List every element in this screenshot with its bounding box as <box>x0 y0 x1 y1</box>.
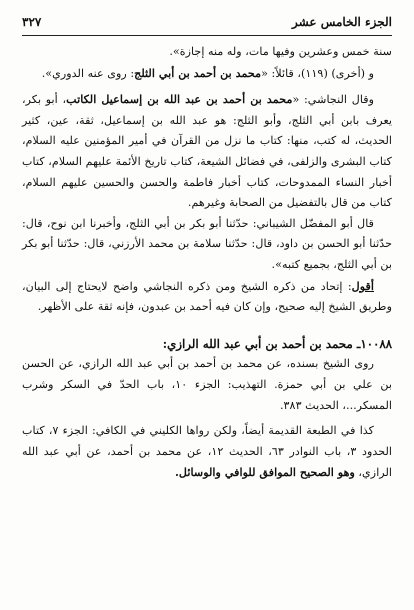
paragraph-2-start: و (أخرى) (١١٩)، قائلاً: « <box>261 66 374 80</box>
paragraph-2 <box>22 63 392 85</box>
page-number: ٣٢٧ <box>22 15 42 29</box>
paragraph-3-end: ، أبو بكر، يعرف بابن أبي الثلج، وأبو الثلج: هو عبد الله بن إسماعيل، ثقة، عين، كثير الحديث، له كتب، منها: كتاب ما نزل من القرآن في أمير المؤمنين عليه السلام، كتاب البشرى والزلفى، في فضائل الشيعة، كتاب تاريخ الأئمة عليهم السلام، كتاب أخبار النساء الممدوحات، كتاب أخبار فاطمة والحسن والحسين عليهم السلام، كتاب من قال بالتفضيل من الصحابة وغيرهم. <box>22 93 392 210</box>
page-header <box>22 12 392 32</box>
paragraph-7-text: كذا في الطبعة القديمة أيضاً، ولكن رواها الكليني في الكافي: الجزء ٧، كتاب الحدود ٣، باب النوادر ٦٣، الحديث ١٢، عن محمد بن أحمد، عن أبي عبد الله الرازي، <box>22 424 392 480</box>
paragraph-3-name: محمد بن أحمد بن عبد الله بن إسماعيل الكاتب <box>66 92 293 107</box>
aqool-label: أقول <box>351 278 374 293</box>
paragraph-5 <box>22 276 392 318</box>
header-rule <box>22 35 392 36</box>
paragraph-2-name: محمد بن أحمد بن أبي الثلج <box>134 65 262 80</box>
paragraph-3-start: وقال النجاشي: « <box>292 93 374 107</box>
entry-title: ١٠٠٨٨ـ محمد بن أحمد بن أبي عبد الله الرازي: <box>162 336 392 351</box>
page-body <box>22 42 392 484</box>
paragraph-7 <box>22 421 392 484</box>
paragraph-4: قال أبو المفضّل الشيباني: حدّثنا أبو بكر بن أبي الثلج، وأخبرنا ابن نوح، قال: حدّثنا أبو الحسن بن داود، قال: حدّثنا سلامة بن محمد الأرزني، قال: حدّثنا أبو بكر بن أبي الثلج، بجميع كتبه». <box>22 216 392 271</box>
running-title: الجزء الخامس عشر <box>292 15 392 29</box>
paragraph-7-conclusion: وهو الصحيح الموافق للوافي والوسائل. <box>174 465 355 480</box>
paragraph-2-end: : روى عنه الدوري». <box>41 66 135 80</box>
paragraph-6: روى الشيخ بسنده، عن محمد بن أحمد بن أبي عبد الله الرازي، عن الحسن بن علي بن أبي حمزة. التهذيب: الجزء ١٠، باب الحدّ في السكر وشرب المسكر...، الحديث ٣٨٣. <box>22 357 392 412</box>
paragraph-3 <box>22 89 392 214</box>
paragraph-1: سنة خمس وعشرين وفيها مات، وله منه إجازة». <box>169 45 392 58</box>
paragraph-5-text: : إتحاد من ذكره الشيخ ومن ذكره النجاشي واضح لايحتاج إلى البيان، وطريق الشيخ إليه صحيح، وإن كان فيه أحمد بن عبدون، فإنه ثقة على الأظهر. <box>22 279 392 314</box>
